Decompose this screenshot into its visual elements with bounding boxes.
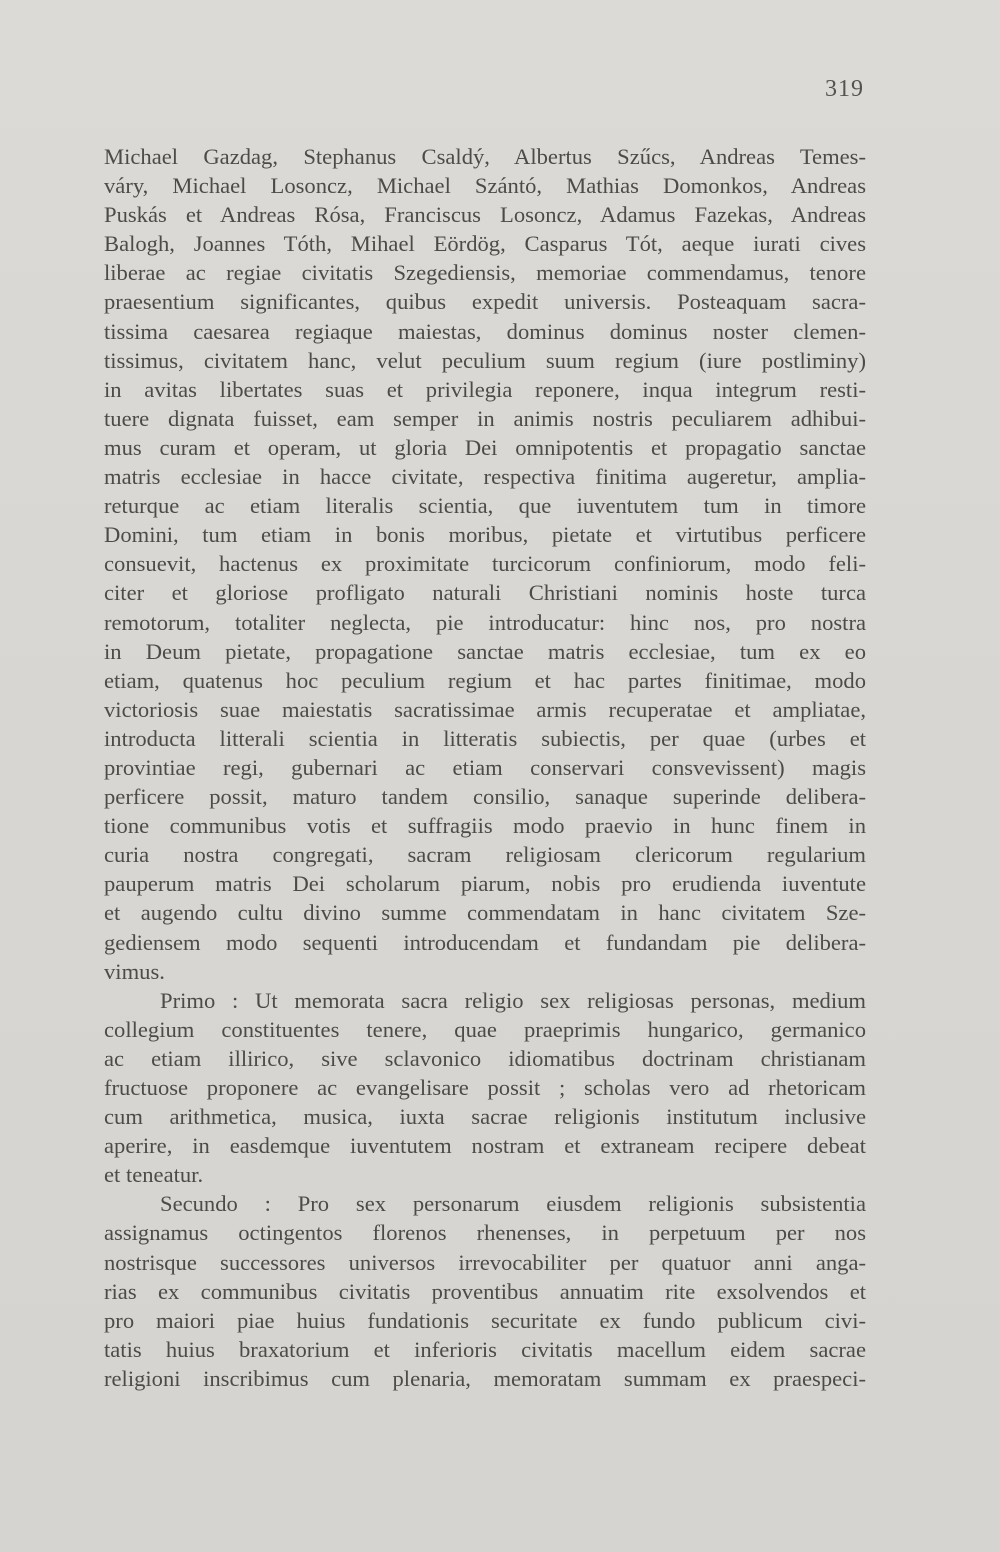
text-line: Puskás et Andreas Rósa, Franciscus Losoncz, Adamus Fazekas, Andreas [104,202,866,228]
text-line: rias ex communibus civitatis proventibus annuatim rite exsolvendos et [104,1278,866,1304]
text-line: tione communibus votis et suffragiis modo praevio in hunc finem in [104,813,866,839]
text-line: praesentium significantes, quibus expedit universis. Posteaquam sacra- [104,289,866,315]
text-line: Secundo : Pro sex personarum eiusdem religionis subsistentia [160,1191,866,1217]
text-line: perficere possit, maturo tandem consilio, sanaque superinde delibera- [104,784,866,810]
text-line: Balogh, Joannes Tóth, Mihael Eördög, Casparus Tót, aeque iurati cives [104,231,866,257]
text-line: liberae ac regiae civitatis Szegediensis, memoriae commendamus, tenore [104,260,866,286]
text-line: in avitas libertates suas et privilegia reponere, inqua integrum resti- [104,376,866,402]
text-line: tuere dignata fuisset, eam semper in animis nostris peculiarem adhibui- [104,405,866,431]
text-line: cum arithmetica, musica, iuxta sacrae religionis institutum inclusive [104,1104,866,1130]
text-line: et teneatur. [104,1162,204,1188]
text-line: nostrisque successores universos irrevocabiliter per quatuor anni anga- [104,1249,866,1275]
text-line: fructuose proponere ac evangelisare possit ; scholas vero ad rhetoricam [104,1075,866,1100]
text-line: assignamus octingentos florenos rhenenses, in perpetuum per nos [104,1220,866,1246]
paragraph-3 [104,1189,866,1393]
text-line: et augendo cultu divino summe commendatam in hanc civitatem Sze- [104,900,866,926]
text-line: ac etiam illirico, sive sclavonico idiomatibus doctrinam christianam [104,1045,866,1071]
text-line: etiam, quatenus hoc peculium regium et hac partes finitimae, modo [104,667,866,693]
text-line: vimus. [104,958,165,984]
text-line: pro maiori piae huius fundationis securitate ex fundo publicum civi- [104,1307,866,1333]
text-line: mus curam et operam, ut gloria Dei omnipotentis et propagatio sanctae [104,434,866,460]
text-line: returque ac etiam literalis scientia, que iuventutem tum in timore [104,493,866,519]
body-text [104,142,866,1393]
text-line: consuevit, hactenus ex proximitate turcicorum confiniorum, modo feli- [104,551,866,577]
text-line: curia nostra congregati, sacram religiosam clericorum regularium [104,842,866,868]
text-line: collegium constituentes tenere, quae praeprimis hungarico, germanico [104,1016,866,1042]
text-line: matris ecclesiae in hacce civitate, respectiva finitima augeretur, amplia- [104,464,866,490]
text-line: religioni inscribimus cum plenaria, memoratam summam ex praespeci- [104,1365,866,1391]
text-line: Domini, tum etiam in bonis moribus, pietate et virtutibus perficere [104,522,866,548]
text-line: gediensem modo sequenti introducendam et fundandam pie delibera- [104,929,866,955]
text-line: victoriosis suae maiestatis sacratissimae armis recuperatae et ampliatae, [104,696,866,722]
text-line: váry, Michael Losoncz, Michael Szántó, Mathias Domonkos, Andreas [104,173,866,199]
text-line: tissima caesarea regiaque maiestas, dominus dominus noster clemen- [104,318,866,344]
text-line: tissimus, civitatem hanc, velut peculium suum regium (iure postliminy) [104,347,866,373]
text-line: in Deum pietate, propagatione sanctae matris ecclesiae, tum ex eo [104,638,866,664]
text-line: provintiae regi, gubernari ac etiam conservari consvevissent) magis [104,754,866,780]
text-line: citer et gloriose profligato naturali Christiani nominis hoste turca [104,580,866,606]
paragraph-1 [104,142,866,986]
paragraph-2 [104,986,866,1190]
text-line: tatis huius braxatorium et inferioris civitatis macellum eidem sacrae [104,1336,866,1362]
text-line: Michael Gazdag, Stephanus Csaldý, Albertus Szűcs, Andreas Temes- [104,144,866,169]
page-number: 319 [825,76,864,102]
text-line: remotorum, totaliter neglecta, pie introducatur: hinc nos, pro nostra [104,609,866,635]
text-line: pauperum matris Dei scholarum piarum, nobis pro erudienda iuventute [104,871,866,897]
text-line: Primo : Ut memorata sacra religio sex religiosas personas, medium [160,987,866,1013]
text-line: aperire, in easdemque iuventutem nostram et extraneam recipere debeat [104,1133,866,1159]
text-line: introducta litterali scientia in litteratis subiectis, per quae (urbes et [104,725,866,751]
